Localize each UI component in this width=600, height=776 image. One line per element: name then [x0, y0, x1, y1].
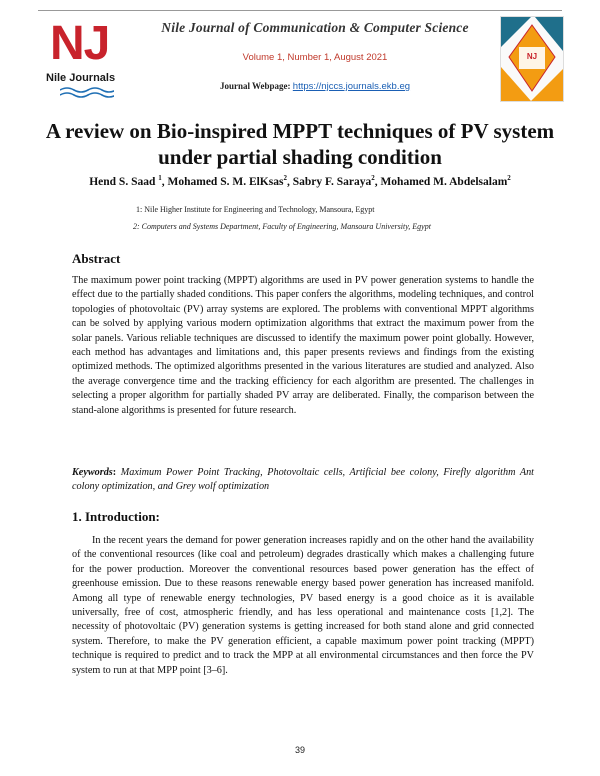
logo-mark: NJ — [50, 17, 110, 70]
author-affiliation-mark: 2 — [371, 174, 375, 182]
introduction-text: In the recent years the demand for power generation increases rapidly and on the other hand the availability of the conventional resources (like coal and petroleum) degrades drastically which makes a challenging future for the power production. Moreover the conventional resources based power generation has the effect of greenhouse emission. Due to these reasons renewable energy based power generation has increased manifold. Among all type of renewable energy technologies, PV based energy is a good choice as it is available universally, free of cost, atmospheric friendly, and has less operational and maintenance costs [1,2]. The necessity of photovoltaic (PV) generation systems is getting increased for both stand alone and grid connected system. Therefore, to make the PV generation efficient, a capable maximum power point tracking (MPPT) technique is required to predict and to track the MPP at all environmental circumstances and then force the PV system to run at that MPP point [3–6]. — [72, 535, 534, 676]
author-name: Mohamed M. Abdelsalam — [380, 175, 508, 188]
volume-info: Volume 1, Number 1, August 2021 — [242, 52, 388, 63]
nile-journals-logo — [44, 14, 128, 98]
page-number: 39 — [294, 745, 305, 755]
author-affiliation-mark: 2 — [283, 174, 287, 182]
keywords-text: Maximum Power Point Tracking, Photovoltaic cells, Artificial bee colony, Firefly algorithm Ant colony optimization, and Grey wolf optimization — [72, 467, 534, 493]
logo-subtitle: Nile Journals — [46, 72, 116, 84]
keywords-label: Keywords — [72, 467, 113, 478]
author-name: Hend S. Saad — [89, 175, 156, 188]
journal-cover-thumbnail — [500, 16, 564, 102]
header-divider — [38, 10, 562, 11]
paper-title: A review on Bio-inspired MPPT techniques of PV system under partial shading condition — [45, 119, 555, 169]
journal-webpage-link[interactable]: https://njccs.journals.ekb.eg — [292, 81, 411, 92]
keywords: Keywords: Maximum Power Point Tracking, Photovoltaic cells, Artificial bee colony, Firefly algorithm Ant colony optimization, and Grey wolf optimization — [72, 467, 534, 493]
author-name: Sabry F. Saraya — [292, 175, 372, 188]
waves-icon — [60, 86, 114, 100]
cover-logo-text: NJ — [526, 52, 538, 61]
author-name: Mohamed S. M. ElKsas — [167, 175, 284, 188]
introduction-heading: 1. Introduction: — [72, 509, 160, 524]
abstract-text: The maximum power point tracking (MPPT) algorithms are used in PV power generation systems to handle the effect due to the partially shaded conditions. This paper confers the algorithms, modeling techniques, and control topologies of photovoltaic (PV) array systems are explored. The problems with conventional MPPT algorithms can be solved by applying various modern optimization algorithms that extract the maximum power from the solar panels. Various reliable techniques are discussed to identify the maximum power point globally. However, each method has advantages and limitations and, this paper presents reviews and findings from the existing optimized methods. The optimized algorithms presented in the various literatures are studied and analyzed. Also the average convergence time and the tracking efficiency for each algorithm are presented. The challenges in selecting a proper algorithm for partially shaded PV array are deliberated. Finally, the comparison between the stand-alone algorithms is presented for future research. — [72, 275, 534, 416]
abstract-heading: Abstract — [72, 251, 121, 266]
journal-webpage — [150, 81, 480, 92]
affiliation-2: 2: Computers and Systems Department, Faculty of Engineering, Mansoura University, Egypt — [133, 222, 431, 231]
author-affiliation-mark: 2 — [507, 174, 511, 182]
cover-graphic — [501, 17, 563, 101]
affiliation-1: 1: Nile Higher Institute for Engineering and Technology, Mansoura, Egypt — [136, 205, 375, 214]
webpage-label: Journal Webpage: — [219, 81, 291, 91]
author-affiliation-mark: 1 — [158, 174, 162, 182]
journal-title: Nile Journal of Communication & Computer Science — [161, 20, 469, 35]
author-list: Hend S. Saad $^1$, Mohamed S. M. ElKsas$^2$, Sabry F. Saraya$^2$, Mohamed M. Abdelsalam$^2$ — [89, 174, 511, 188]
